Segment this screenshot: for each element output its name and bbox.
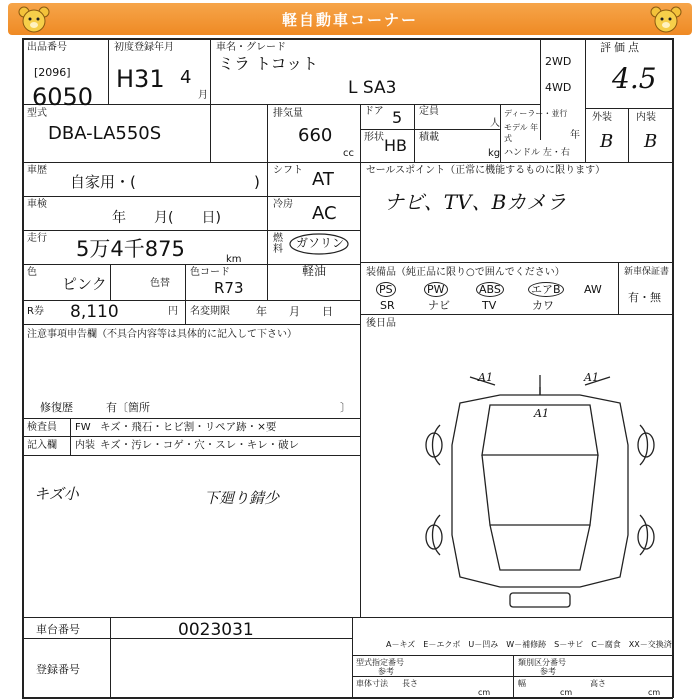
mileage-value: 5万4千875	[76, 237, 185, 261]
drive-2wd[interactable]: 2WD	[545, 55, 572, 68]
type-number-label: 型式指定番号	[356, 658, 404, 667]
inspector-label-1: 検査員	[27, 422, 57, 433]
width-unit: cm	[560, 688, 573, 697]
class-number-label: 類別区分番号	[518, 658, 566, 667]
equip-aw[interactable]: AW	[584, 283, 602, 296]
warranty-label: 新車保証書	[624, 267, 670, 277]
car-diagram	[420, 365, 660, 615]
header-banner	[8, 3, 692, 35]
damage-mark-a1-right: A1	[584, 371, 599, 384]
height-unit: cm	[648, 688, 661, 697]
handwritten-note-right: 下廻り錆少	[204, 489, 280, 507]
rear-items-label: 後日品	[366, 318, 396, 329]
colorcode-label: 色コード	[190, 267, 230, 278]
name-change-value: 年 月 日	[256, 305, 333, 318]
grade-label: 評価点	[600, 41, 642, 54]
equip-ps[interactable]: PS	[376, 282, 396, 297]
doors-label: ドア	[364, 106, 384, 117]
model-year-unit: 年	[570, 130, 580, 141]
fw-items: キズ・飛石・ヒビ割・リペア跡・×要	[100, 421, 277, 433]
model-value: DBA-LA550S	[48, 123, 162, 144]
history-value: 自家用・(	[70, 173, 136, 191]
recycle-unit: 円	[168, 306, 178, 317]
colorcode-value: R73	[214, 279, 244, 297]
class-ref-label: 参考	[540, 667, 556, 676]
sales-value: ナビ、TV、Bカメラ	[384, 190, 567, 214]
registration-month-unit: 月	[198, 90, 208, 101]
damage-mark-a1-left: A1	[478, 371, 493, 384]
shift-value: AT	[312, 169, 334, 190]
equip-pw[interactable]: PW	[424, 282, 448, 297]
aircon-value: AC	[312, 203, 337, 224]
chassis-label: 車台番号	[36, 623, 80, 636]
color-change-label: 色替	[150, 278, 170, 289]
model-label: 型式	[27, 108, 47, 119]
aircon-label: 冷房	[273, 199, 293, 210]
equip-leather[interactable]: カワ	[532, 299, 554, 312]
shift-label: シフト	[273, 165, 303, 176]
damage-legend: A－キズ E－エクボ U－凹み W－補修跡 S－サビ C－腐食 XX－交換済	[386, 640, 672, 649]
name-change-label: 名変期限	[190, 306, 230, 317]
notes-label: 注意事項申告欄（不具合内容等は具体的に記入して下さい）	[27, 329, 297, 340]
grade-value: 4.5	[612, 62, 657, 95]
load-label: 積載	[419, 132, 439, 143]
equip-sr[interactable]: SR	[380, 299, 395, 312]
equip-abs[interactable]: ABS	[476, 282, 504, 297]
model-year-label: モデル 年式	[504, 123, 539, 143]
listing-number: 6050	[32, 83, 94, 111]
length-label: 長さ	[402, 679, 418, 688]
mileage-label: 走行	[27, 233, 47, 244]
interior-check-items: キズ・汚レ・コゲ・穴・スレ・キレ・破レ	[100, 439, 300, 451]
equip-tv[interactable]: TV	[482, 299, 497, 312]
exterior-label: 外装	[592, 112, 612, 123]
load-unit: kg	[488, 148, 501, 159]
reg-number-label: 登録番号	[36, 663, 80, 676]
type-ref-label: 参考	[378, 667, 394, 676]
displacement-value: 660	[298, 125, 333, 146]
exterior-grade: B	[600, 131, 614, 152]
fuel-selection-circle	[288, 232, 350, 256]
chassis-value: 0023031	[178, 620, 254, 640]
inspection-label: 車検	[27, 199, 47, 210]
capacity-unit: 人	[490, 118, 500, 129]
car-grade: L SA3	[348, 78, 397, 98]
history-label: 車歴	[27, 165, 47, 176]
fuel-gasoline[interactable]: ガソリン	[296, 236, 345, 250]
equip-airbag[interactable]: エアB	[528, 282, 564, 297]
width-label: 幅	[518, 679, 526, 688]
fuel-diesel[interactable]: 軽油	[302, 264, 327, 278]
interior-label: 内装	[636, 112, 656, 123]
body-shape-value: HB	[384, 136, 408, 155]
repair-value: 有〔箇所	[106, 401, 150, 414]
repair-close: 〕	[340, 401, 351, 414]
body-shape-label: 形状	[364, 132, 384, 143]
bear-mascot-icon	[646, 3, 686, 35]
recycle-label: R券	[27, 306, 44, 317]
drive-4wd[interactable]: 4WD	[545, 81, 572, 94]
displacement-unit: cc	[343, 148, 354, 159]
equipment-label: 装備品（純正品に限り○で囲んでください）	[366, 267, 565, 278]
car-label: 車名・グレード	[216, 42, 286, 53]
fw-label: FW	[75, 422, 91, 433]
body-dims-label: 車体寸法	[356, 679, 388, 688]
repair-label: 修復歴	[40, 401, 73, 414]
dealer-label: ディーラー・並行	[504, 109, 568, 118]
color-value: ピンク	[62, 275, 107, 293]
length-unit: cm	[478, 688, 491, 697]
registration-label: 初度登録年月	[114, 42, 174, 53]
warranty-value[interactable]: 有・無	[628, 291, 661, 304]
header-title: 軽自動車コーナー	[281, 11, 418, 29]
inspection-date: 年 月( 日)	[112, 210, 221, 226]
doors-value: 5	[392, 108, 403, 127]
color-label: 色	[27, 267, 37, 278]
equip-navi[interactable]: ナビ	[428, 299, 450, 312]
listing-label: 出品番号	[27, 42, 67, 53]
interior-grade: B	[644, 131, 658, 152]
car-name: ミラ トコット	[218, 54, 319, 73]
damage-mark-a1-hood: A1	[534, 407, 549, 420]
history-close: )	[254, 173, 260, 191]
handle-label: ハンドル 左・右	[504, 148, 570, 158]
height-label: 高さ	[590, 679, 606, 688]
listing-sub-number: [2096]	[34, 66, 71, 79]
interior-check-label: 内装	[75, 440, 95, 451]
capacity-label: 定員	[419, 106, 439, 117]
registration-month: 4	[180, 67, 192, 88]
inspector-label-2: 記入欄	[27, 440, 57, 451]
registration-year: H31	[116, 65, 165, 93]
recycle-value: 8,110	[70, 302, 119, 322]
sales-label: セールスポイント（正常に機能するものに限ります）	[366, 165, 606, 176]
handwritten-note-left: キズ小	[34, 485, 79, 503]
fuel-label: 燃料	[273, 233, 283, 255]
mileage-unit: km	[226, 254, 242, 265]
displacement-label: 排気量	[273, 108, 303, 119]
bear-mascot-icon	[14, 3, 54, 35]
